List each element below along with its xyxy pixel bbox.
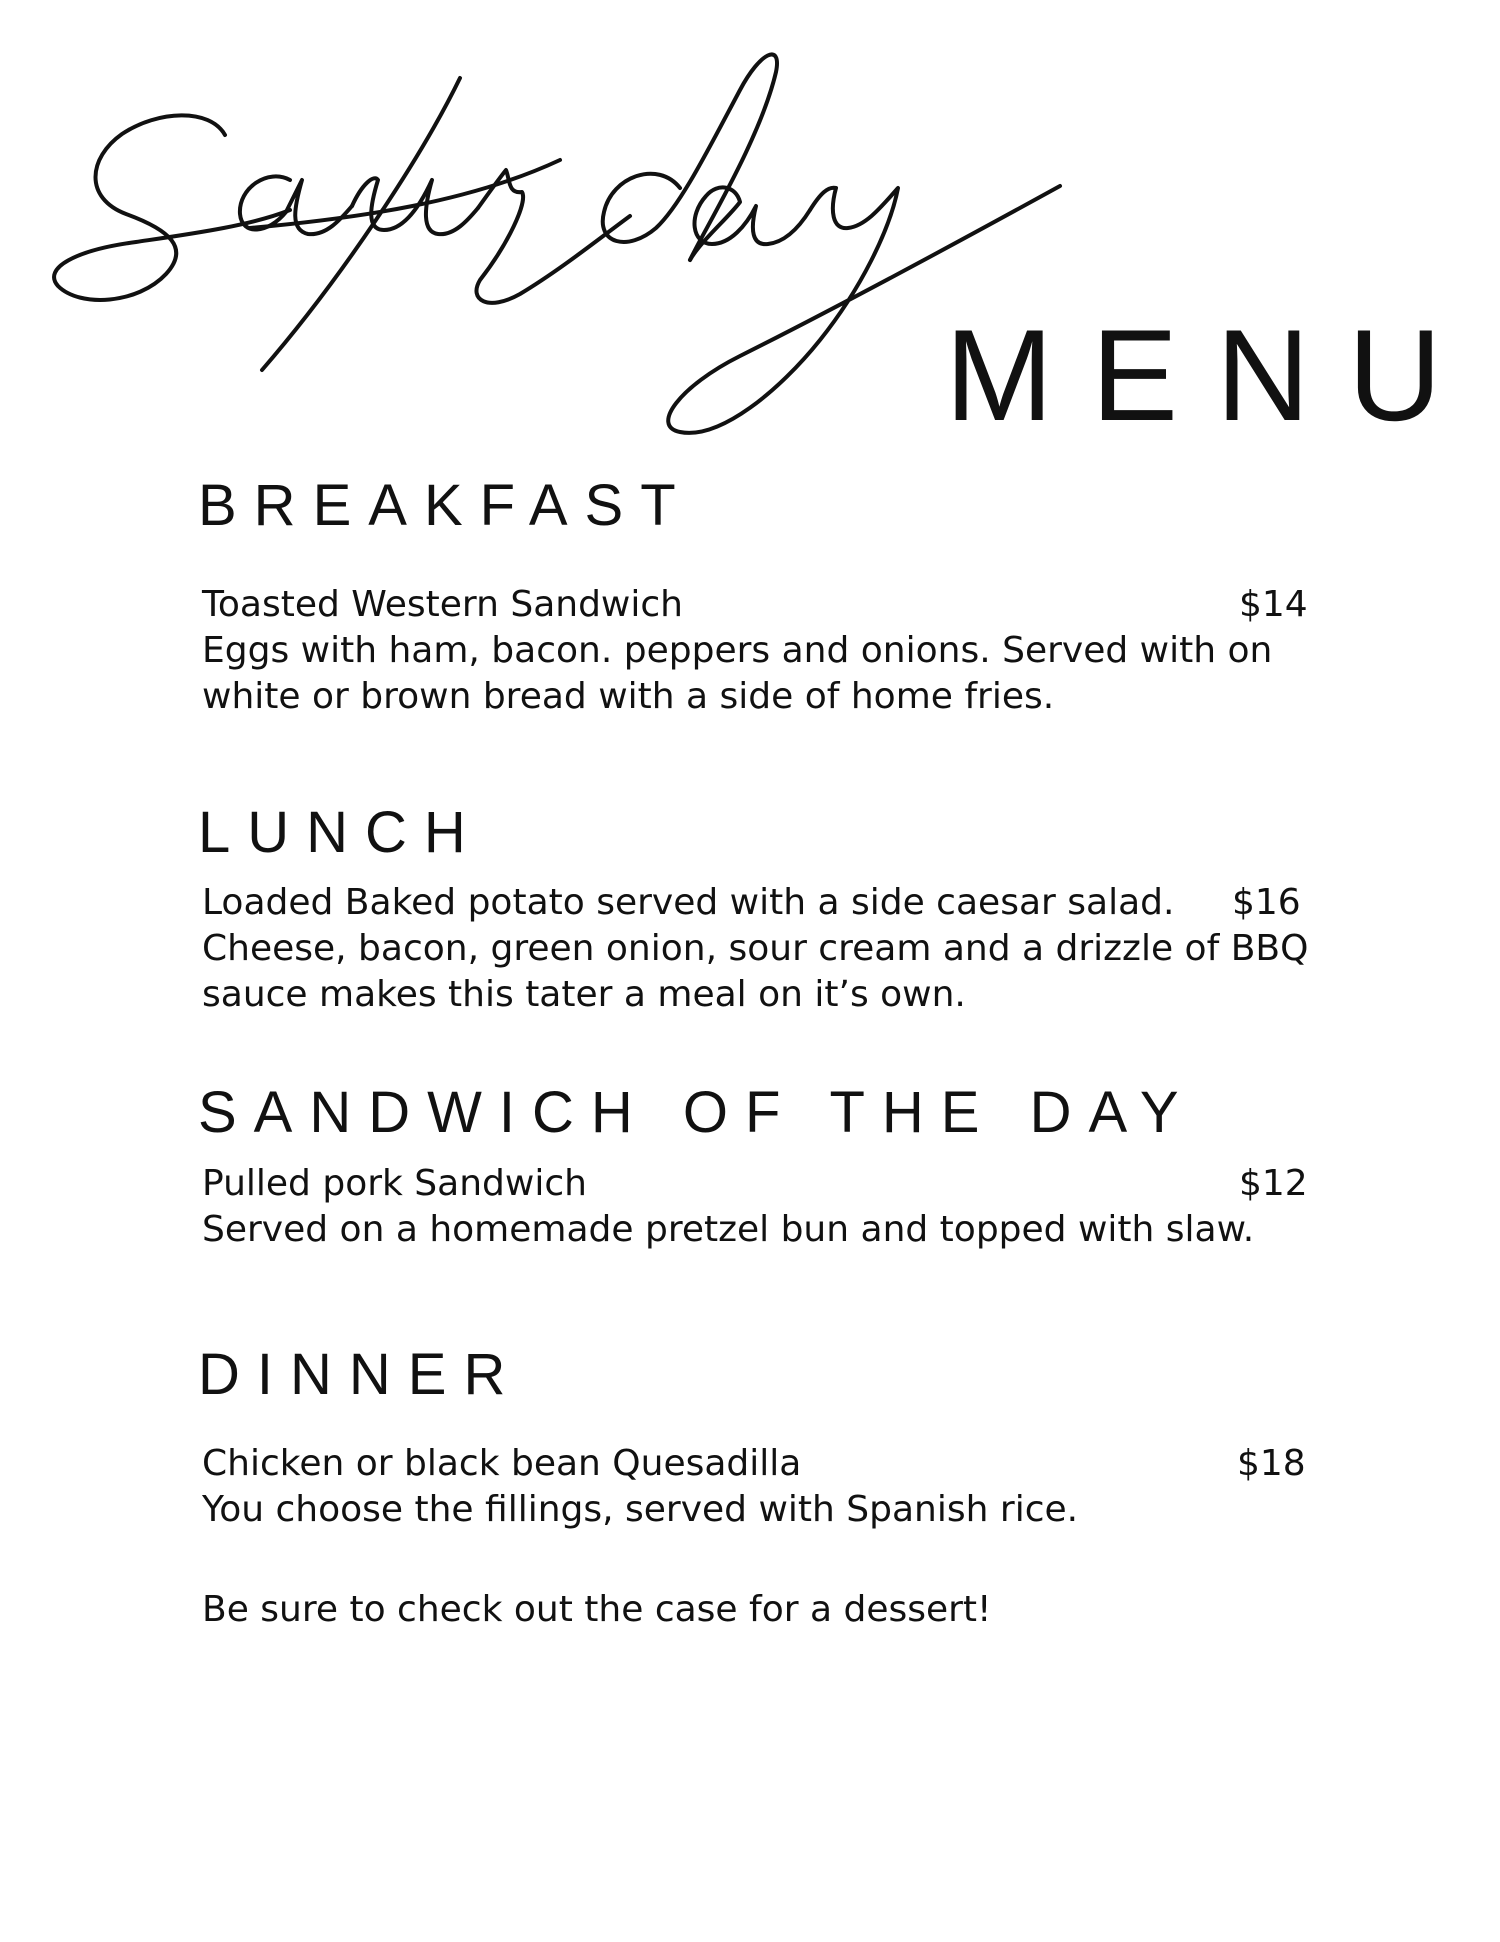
item-name: Loaded Baked potato served with a side caesar salad.: [202, 882, 1175, 923]
dessert-note: Be sure to check out the case for a dessert!: [202, 1589, 992, 1630]
item-description: Served on a homemade pretzel bun and topped with slaw.: [202, 1209, 1255, 1250]
item-name: Toasted Western Sandwich: [202, 584, 683, 625]
section-heading-lunch: LUNCH: [198, 800, 483, 865]
item-description: Eggs with ham, bacon. peppers and onions. Served with on white or brown bread with a side of home fries.: [202, 630, 1273, 717]
item-description: You choose the fillings, served with Spanish rice.: [202, 1489, 1079, 1530]
item-price: $16: [1232, 882, 1301, 923]
item-price: $14: [1239, 584, 1308, 625]
section-heading-dinner: DINNER: [198, 1342, 523, 1407]
section-heading-sandwich-of-the-day: SANDWICH OF THE DAY: [198, 1080, 1196, 1145]
menu-item-dinner: [202, 1441, 1312, 1533]
item-name: Chicken or black bean Quesadilla: [202, 1443, 802, 1484]
menu-item-breakfast: [202, 582, 1312, 720]
item-price: $12: [1239, 1163, 1308, 1204]
section-heading-breakfast: BREAKFAST: [198, 473, 693, 538]
script-title-lettering: [40, 30, 1070, 470]
item-description: Cheese, bacon, green onion, sour cream and a drizzle of BBQ sauce makes this tater a meal on it’s own.: [202, 928, 1309, 1015]
item-name: Pulled pork Sandwich: [202, 1163, 587, 1204]
menu-item-sandwich-of-the-day: [202, 1161, 1312, 1253]
menu-heading: MENU: [945, 302, 1480, 448]
menu-item-lunch: [202, 880, 1312, 1018]
item-price: $18: [1237, 1443, 1306, 1484]
script-title: [40, 30, 1070, 470]
